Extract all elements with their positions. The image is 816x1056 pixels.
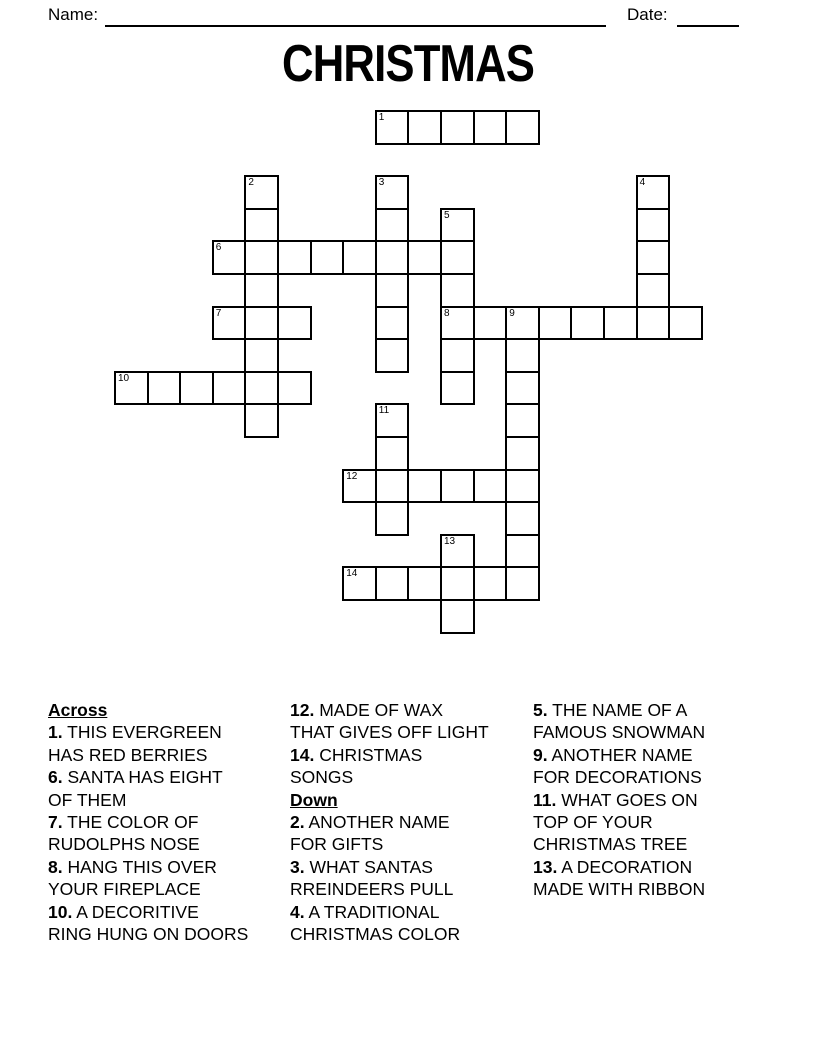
grid-cell[interactable] xyxy=(375,110,410,145)
clue-8 xyxy=(48,856,248,901)
grid-cell[interactable] xyxy=(375,566,410,601)
grid-cell[interactable] xyxy=(375,436,410,471)
clue-2 xyxy=(290,811,489,856)
grid-cell[interactable] xyxy=(407,566,442,601)
grid-cell[interactable] xyxy=(407,240,442,275)
clue-number: 14. xyxy=(290,744,315,765)
grid-cell[interactable] xyxy=(440,599,475,634)
clue-line: 2. ANOTHER NAME xyxy=(290,812,450,833)
grid-cell[interactable] xyxy=(505,306,540,341)
grid-cell[interactable] xyxy=(636,175,671,210)
grid-cell[interactable] xyxy=(636,240,671,275)
grid-cell[interactable] xyxy=(407,469,442,504)
clue-number: 5. xyxy=(533,700,548,720)
grid-cell[interactable] xyxy=(505,338,540,373)
grid-cell[interactable] xyxy=(244,273,279,308)
clue-line: TOP OF YOUR xyxy=(533,812,653,833)
grid-cell[interactable] xyxy=(277,306,312,341)
cell-number: 7 xyxy=(215,307,222,319)
clue-13 xyxy=(533,856,705,901)
grid-cell[interactable] xyxy=(342,469,377,504)
clue-11 xyxy=(533,789,705,856)
grid-cell[interactable] xyxy=(505,403,540,438)
clue-line: 4. A TRADITIONAL xyxy=(290,901,440,922)
grid-cell[interactable] xyxy=(440,566,475,601)
grid-cell[interactable] xyxy=(603,306,638,341)
cell-number: 13 xyxy=(444,535,456,547)
clue-line: FAMOUS SNOWMAN xyxy=(533,722,706,743)
name-fill-line[interactable] xyxy=(105,25,606,27)
clue-5 xyxy=(533,699,705,744)
clue-line: SONGS xyxy=(290,767,354,788)
grid-cell[interactable] xyxy=(668,306,703,341)
clue-4 xyxy=(290,901,489,946)
grid-cell[interactable] xyxy=(342,566,377,601)
grid-cell[interactable] xyxy=(375,273,410,308)
grid-cell[interactable] xyxy=(505,566,540,601)
cell-number: 1 xyxy=(378,112,385,123)
clue-line: FOR GIFTS xyxy=(290,834,384,855)
clue-number: 3. xyxy=(290,856,305,877)
clue-line: 9. ANOTHER NAME xyxy=(533,744,693,765)
grid-cell[interactable] xyxy=(505,534,540,569)
grid-cell[interactable] xyxy=(505,371,540,406)
clue-number: 7. xyxy=(48,812,63,833)
grid-cell[interactable] xyxy=(244,175,279,210)
grid-cell[interactable] xyxy=(570,306,605,341)
grid-cell[interactable] xyxy=(473,306,508,341)
clue-7 xyxy=(48,811,248,856)
grid-cell[interactable] xyxy=(342,240,377,275)
clues-column-3 xyxy=(533,699,705,901)
grid-cell[interactable] xyxy=(440,534,475,569)
clue-line: OF THEM xyxy=(48,789,127,810)
clue-line: 11. WHAT GOES ON xyxy=(533,789,698,810)
clues-column-2 xyxy=(290,699,489,945)
clue-line: THAT GIVES OFF LIGHT xyxy=(290,722,489,743)
grid-cell[interactable] xyxy=(407,110,442,145)
clue-12 xyxy=(290,699,489,744)
clues-heading-down: Down xyxy=(290,789,338,810)
clue-line: 5. THE NAME OF A xyxy=(533,700,688,720)
clue-line: CHRISTMAS COLOR xyxy=(290,924,461,945)
clue-line: 7. THE COLOR OF xyxy=(48,812,199,833)
grid-cell[interactable] xyxy=(244,240,279,275)
clue-line: RREINDEERS PULL xyxy=(290,879,454,900)
clue-1 xyxy=(48,721,248,766)
cell-number: 3 xyxy=(378,177,385,189)
grid-cell[interactable] xyxy=(636,306,671,341)
cell-number: 9 xyxy=(509,307,515,319)
page-title xyxy=(0,34,816,94)
clue-line: 12. MADE OF WAX xyxy=(290,700,443,720)
grid-cell[interactable] xyxy=(473,110,508,145)
date-fill-line[interactable] xyxy=(677,25,739,27)
grid-cell[interactable] xyxy=(440,469,475,504)
grid-cell[interactable] xyxy=(538,306,573,341)
grid-cell[interactable] xyxy=(440,306,475,341)
grid-cell[interactable] xyxy=(244,338,279,373)
grid-cell[interactable] xyxy=(212,371,247,406)
clue-number: 2. xyxy=(290,812,305,833)
grid-cell[interactable] xyxy=(244,371,279,406)
grid-cell[interactable] xyxy=(114,371,149,406)
cell-number: 5 xyxy=(444,209,450,221)
clue-line: FOR DECORATIONS xyxy=(533,767,702,788)
cell-number: 11 xyxy=(378,405,390,417)
grid-cell[interactable] xyxy=(147,371,182,406)
clue-line: YOUR FIREPLACE xyxy=(48,879,201,900)
clue-number: 1. xyxy=(48,722,63,743)
clue-line: 6. SANTA HAS EIGHT xyxy=(48,767,223,788)
clue-number: 11. xyxy=(533,789,557,810)
grid-cell[interactable] xyxy=(505,469,540,504)
clue-number: 12. xyxy=(290,700,315,720)
clue-line: 8. HANG THIS OVER xyxy=(48,856,217,877)
grid-cell[interactable] xyxy=(375,403,410,438)
grid-cell[interactable] xyxy=(473,566,508,601)
grid-cell[interactable] xyxy=(244,403,279,438)
grid-cell[interactable] xyxy=(375,240,410,275)
clue-number: 9. xyxy=(533,744,548,765)
clue-9 xyxy=(533,744,705,789)
grid-cell[interactable] xyxy=(212,240,247,275)
cell-number: 4 xyxy=(639,177,646,189)
cell-number: 14 xyxy=(346,568,358,580)
clue-line: HAS RED BERRIES xyxy=(48,744,208,765)
grid-cell[interactable] xyxy=(440,371,475,406)
grid-cell[interactable] xyxy=(636,273,671,308)
clue-number: 4. xyxy=(290,901,305,922)
grid-cell[interactable] xyxy=(310,240,345,275)
clue-number: 10. xyxy=(48,901,73,922)
clues-heading-across: Across xyxy=(48,700,108,720)
grid-cell[interactable] xyxy=(505,110,540,145)
clue-10 xyxy=(48,901,248,946)
name-label: Name: xyxy=(48,5,99,24)
clue-6 xyxy=(48,766,248,811)
grid-cell[interactable] xyxy=(375,501,410,536)
clue-line: 3. WHAT SANTAS xyxy=(290,856,433,877)
cell-number: 2 xyxy=(248,177,254,189)
clue-line: RUDOLPHS NOSE xyxy=(48,834,200,855)
clue-line: 14. CHRISTMAS xyxy=(290,744,423,765)
grid-cell[interactable] xyxy=(375,208,410,243)
grid-cell[interactable] xyxy=(375,306,410,341)
grid-cell[interactable] xyxy=(212,306,247,341)
grid-cell[interactable] xyxy=(636,208,671,243)
grid-cell[interactable] xyxy=(375,338,410,373)
grid-cell[interactable] xyxy=(440,338,475,373)
grid-cell[interactable] xyxy=(375,175,410,210)
cell-number: 10 xyxy=(118,372,130,384)
grid-cell[interactable] xyxy=(179,371,214,406)
grid-cell[interactable] xyxy=(440,240,475,275)
date-label: Date: xyxy=(627,5,668,24)
grid-cell[interactable] xyxy=(244,208,279,243)
grid-cell[interactable] xyxy=(505,436,540,471)
grid-cell[interactable] xyxy=(277,240,312,275)
cell-number: 8 xyxy=(444,307,450,319)
grid-cell[interactable] xyxy=(244,306,279,341)
clue-line: 10. A DECORITIVE xyxy=(48,901,199,922)
page-title-text: CHRISTMAS xyxy=(281,35,535,93)
clue-number: 8. xyxy=(48,856,63,877)
clue-line: CHRISTMAS TREE xyxy=(533,834,688,855)
clue-line: MADE WITH RIBBON xyxy=(533,879,706,900)
clue-3 xyxy=(290,856,489,901)
grid-cell[interactable] xyxy=(440,110,475,145)
grid-cell[interactable] xyxy=(375,469,410,504)
grid-cell[interactable] xyxy=(473,469,508,504)
clues-column-1 xyxy=(48,699,248,945)
grid-cell[interactable] xyxy=(440,273,475,308)
clue-number: 6. xyxy=(48,767,63,788)
grid-cell[interactable] xyxy=(277,371,312,406)
clue-14 xyxy=(290,744,489,789)
clue-line: RING HUNG ON DOORS xyxy=(48,924,249,945)
clue-line: 13. A DECORATION xyxy=(533,856,693,877)
cell-number: 12 xyxy=(346,470,358,482)
grid-cell[interactable] xyxy=(440,208,475,243)
clue-line: 1. THIS EVERGREEN xyxy=(48,722,222,743)
grid-cell[interactable] xyxy=(505,501,540,536)
clue-number: 13. xyxy=(533,856,558,877)
cell-number: 6 xyxy=(215,242,222,254)
